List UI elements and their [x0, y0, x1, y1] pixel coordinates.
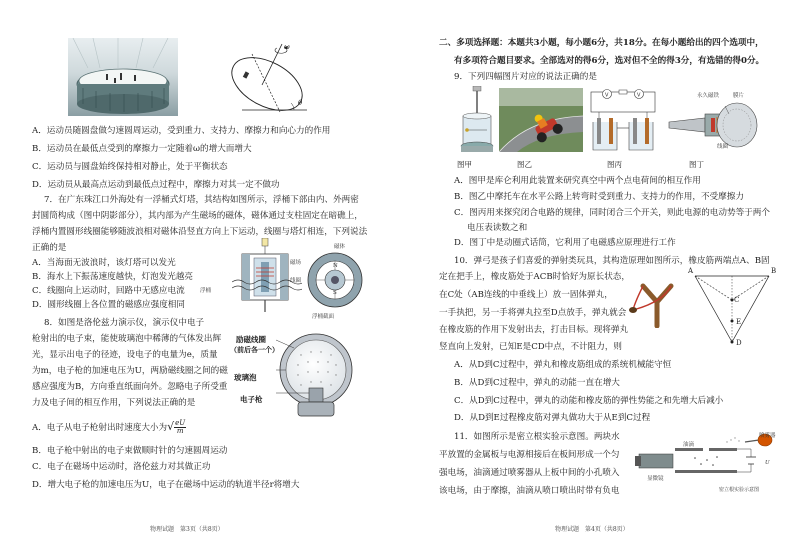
q10-stem-line1: 10．弹弓是孩子们喜爱的弹射类玩具，其构造原理如图所示，橡皮筋两端点A、B固: [454, 256, 770, 266]
q7-option-b: B．海水上下振荡速度越快，灯泡发光越亮: [32, 272, 194, 282]
omega-label: ω: [284, 43, 290, 51]
label-droplet: 油滴: [683, 442, 695, 448]
slingshot-geometry-diagram: [687, 270, 777, 350]
q8-option-a-fraction: [174, 420, 186, 435]
label-permanent-magnet: 永久磁铁: [697, 93, 720, 99]
label-section: 浮桶截面: [312, 314, 335, 320]
label-coils-2: （前后各一个）: [230, 345, 279, 354]
point-e: E: [736, 318, 742, 326]
right-page: [397, 0, 794, 539]
q8-option-a: A．电子从电子枪射出时速度大小为√ $\frac{eU}{m}$: [32, 419, 186, 435]
q10-option-a: A．从D到C过程中，弹丸和橡皮筋组成的系统机械能守恒: [454, 360, 672, 370]
q9-option-d: D．图丁中是动圈式话筒，它利用了电磁感应原理进行工作: [454, 238, 676, 248]
q8-stem-line2: 枪射出的电子束，能使玻璃泡中稀薄的气体发出辉: [32, 334, 222, 344]
circuit-experiment-figure: [587, 88, 659, 154]
section2-heading-line2: 有多项符合题目要求。全部选对的得6分，选对但不全的得3分，有选错的得0分。: [454, 56, 765, 66]
q7-stem-line4: 正确的是: [32, 243, 67, 253]
q7-option-a: A．当海面无波浪时，该灯塔可以发光: [32, 258, 176, 268]
q10-option-b: B．从D到C过程中，弹丸的动能一直在增大: [454, 378, 620, 388]
svg-text:V: V: [637, 92, 641, 99]
slingshot-photo: [627, 276, 679, 328]
q8-option-d: D．增大电子枪的加速电压为U，电子在磁场中运动的轨道半径r将增大: [32, 480, 300, 490]
dynamic-microphone-figure: [665, 100, 761, 152]
label-coils: 励磁线圈: [236, 335, 266, 344]
q6-option-d: D．运动员从最高点运动到最低点过程中，摩擦力对其一定不做功: [32, 180, 280, 190]
q9-stem: 9．下列四幅图片对应的说法正确的是: [454, 72, 597, 82]
q8-fraction-numerator: eU: [175, 419, 186, 427]
label-n: N: [333, 263, 338, 269]
label-gun: 电子枪: [240, 395, 263, 404]
q8-option-c: C．电子在磁场中运动时，洛伦兹力对其做正功: [32, 462, 211, 472]
tilted-disk-diagram: [222, 40, 317, 118]
q10-stem-line6: 竖直向上发射，已知E是CD中点，不计阻力，则: [439, 342, 623, 352]
q8-fraction-denominator: m: [176, 427, 184, 435]
point-b: B: [771, 267, 777, 275]
svg-text:V: V: [605, 92, 609, 99]
label-diaphragm: 膜片: [733, 93, 745, 99]
caption-fig-ding: 图丁: [689, 160, 704, 169]
q7-stem-line1: 7．在广东珠江口外海处有一浮桶式灯塔，其结构如图所示，浮桶下部由内、外两密: [44, 195, 359, 205]
caption-fig-jia: 图甲: [457, 160, 472, 169]
q11-stem-line2: 平放置的金属板与电源相接后在板间形成一个匀: [439, 450, 620, 460]
left-footer: 物理试题 第3页（共8页）: [150, 526, 224, 533]
label-bucket: 浮桶: [200, 288, 212, 294]
q10-stem-line5: 在橡皮筋的作用下发射出去，打击目标。现将弹丸: [439, 325, 629, 335]
label-microscope: 显微镜: [647, 476, 664, 482]
section2-heading-line1: 二、多项选择题：本题共3小题，每小题6分，共18分。在每小题给出的四个选项中，: [439, 38, 764, 48]
caption-fig-yi: 图乙: [517, 160, 532, 169]
label-sprayer: 喷雾器: [759, 433, 776, 439]
label-s: S: [333, 290, 337, 296]
q7-stem-line2: 封圆筒构成（图中阴影部分），其内部为产生磁场的磁体，磁体通过支柱固定在暗礁上，: [32, 211, 363, 221]
label-field: 磁场: [290, 260, 302, 266]
q8-stem-line4: 为m，电子枪的加速电压为U，两励磁线圈之间的磁: [32, 366, 228, 376]
lorentz-apparatus-diagram: [276, 330, 356, 420]
q9-option-c-line1: C．图丙用来探究闭合电路的规律，同时闭合三个开关，则此电源的电动势等于两个: [454, 208, 770, 218]
label-voltage: U: [765, 460, 770, 466]
q6-option-b: B．运动员在最低点受到的摩擦力一定随着ω的增大而增大: [32, 144, 252, 154]
coulomb-torsion-figure: [459, 86, 495, 156]
right-footer: 物理试题 第4页（共8页）: [555, 526, 629, 533]
caption-fig-bing: 图丙: [607, 160, 622, 169]
q11-stem-line4: 该电场，由于摩擦，油滴从喷口喷出时带有负电: [439, 486, 620, 496]
buoy-cross-section: [305, 250, 365, 310]
point-c: C: [734, 296, 740, 304]
label-mic-coil: 线圈: [717, 144, 729, 150]
label-magnet: 磁体: [334, 244, 346, 250]
q6-option-c: C．运动员与圆盘始终保持相对静止，处于平衡状态: [32, 162, 228, 172]
point-a: A: [688, 267, 694, 275]
q8-stem-line1: 8．如图是洛伦兹力演示仪，演示仪中电子: [44, 318, 205, 328]
rotating-disk-photo: [68, 38, 178, 116]
q8-stem-line6: 力及电子间的相互作用，下列说法正确的是: [32, 398, 196, 408]
q8-stem-line3: 光，显示出电子的径迹，设电子的电量为e，质量: [32, 350, 218, 360]
q6-option-a: A．运动员随圆盘做匀速圆周运动，受到重力、支持力、摩擦力和向心力的作用: [32, 126, 331, 136]
q10-stem-line4: 一手执把，另一手将弹丸拉至D点放手，弹丸就会: [439, 308, 627, 318]
q8-stem-line5: 感应强度为B，方向垂直纸面向外。忽略电子所受重: [32, 382, 228, 392]
label-millikan-title: 密立根实验示意图: [719, 487, 760, 493]
q10-stem-line2: 定在把手上，橡皮筋处于ACB时恰好为原长状态，: [439, 272, 630, 282]
label-coil: 线圈: [290, 278, 302, 284]
q7-option-c: C．线圈向上运动时，回路中无感应电流: [32, 286, 185, 296]
q7-stem-line3: 浮桶内置圆形线圈能够随波浪相对磁体沿竖直方向上下运动，线圈与塔灯相连，下列说法: [32, 227, 368, 237]
q9-option-c-line2: 电压表读数之和: [467, 223, 528, 233]
label-bulb: 玻璃泡: [234, 373, 257, 382]
q11-stem-line1: 11．如图所示是密立根实验示意图。两块水: [454, 432, 620, 442]
q11-stem-line3: 强电场，油滴通过喷雾器从上板中间的小孔喷入: [439, 468, 620, 478]
q8-option-b: B．电子枪中射出的电子束做顺时针的匀速圆周运动: [32, 446, 228, 456]
q9-option-b: B．图乙中摩托车在水平公路上转弯时受到重力、支持力的作用，不受摩擦力: [454, 192, 744, 202]
q9-option-a: A．图甲是库仑利用此装置来研究真空中两个点电荷间的相互作用: [454, 176, 701, 186]
q10-option-c: C．从D到C过程中，弹丸的动能和橡皮筋的弹性势能之和先增大后减小: [454, 396, 724, 406]
motorcycle-turn-photo: [499, 88, 583, 152]
q10-option-d: D．从D到E过程橡皮筋对弹丸做功大于从E到C过程: [454, 413, 651, 423]
q8-option-a-text: A．电子从电子枪射出时速度大小为: [32, 423, 168, 433]
q10-stem-line3: 在C处（AB连线的中垂线上）放一固体弹丸，: [439, 290, 613, 300]
point-d: D: [736, 339, 742, 347]
theta-label: θ: [298, 99, 303, 107]
q7-option-d: D．圆形线圈上各位置的磁感应强度相同: [32, 300, 185, 310]
